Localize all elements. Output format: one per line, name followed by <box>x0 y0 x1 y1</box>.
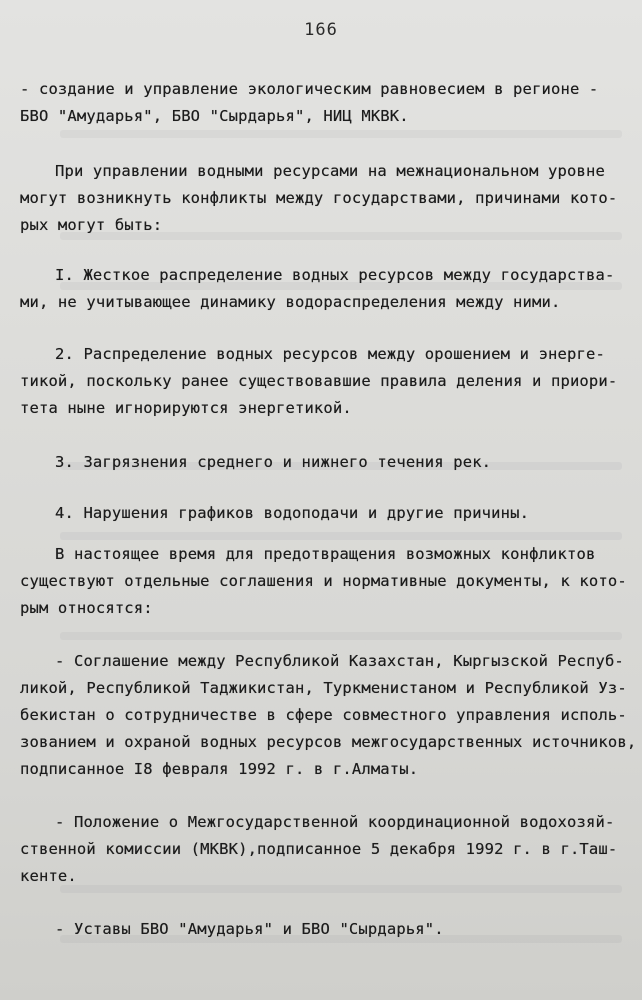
text-line: 4. Нарушения графиков водоподачи и другие причины. <box>55 504 530 522</box>
text-line: ми, не учитывающее динамику водораспределения между ними. <box>20 293 561 311</box>
text-line: При управлении водными ресурсами на межнациональном уровне <box>55 162 605 180</box>
text-line: могут возникнуть конфликты между государствами, причинами кото- <box>20 189 618 207</box>
text-line: бекистан о сотрудничестве в сфере совместного управления исполь- <box>20 706 627 724</box>
bleed-through-mark <box>60 130 622 138</box>
bleed-through-mark <box>60 632 622 640</box>
bleed-through-mark <box>60 885 622 893</box>
text-line: БВО "Амударья", БВО "Сырдарья", НИЦ МКВК. <box>20 107 409 125</box>
text-line: зованием и охраной водных ресурсов межгосударственных источников, <box>20 733 637 751</box>
text-line: ликой, Республикой Таджикистан, Туркменистаном и Республикой Уз- <box>20 679 627 697</box>
text-line: - Положение о Межгосударственной координационной водохозяй- <box>55 813 615 831</box>
text-line: В настоящее время для предотвращения возможных конфликтов <box>55 545 596 563</box>
text-line: рых могут быть: <box>20 216 163 234</box>
text-line: - Уставы БВО "Амударья" и БВО "Сырдарья". <box>55 920 444 938</box>
text-line: существуют отдельные соглашения и нормативные документы, к кото- <box>20 572 627 590</box>
text-line: рым относятся: <box>20 599 153 617</box>
text-line: 3. Загрязнения среднего и нижнего течения рек. <box>55 453 492 471</box>
text-line: подписанное I8 февраля 1992 г. в г.Алматы. <box>20 760 419 778</box>
text-line: - создание и управление экологическим равновесием в регионе - <box>20 80 599 98</box>
text-line: тикой, поскольку ранее существовавшие правила деления и приори- <box>20 372 618 390</box>
text-line: кенте. <box>20 867 77 885</box>
text-line: тета ныне игнорируются энергетикой. <box>20 399 352 417</box>
page-number: 166 <box>304 20 338 40</box>
text-line: 2. Распределение водных ресурсов между орошением и энерге- <box>55 345 605 363</box>
text-line: ственной комиссии (МКВК),подписанное 5 декабря 1992 г. в г.Таш- <box>20 840 618 858</box>
text-line: I. Жесткое распределение водных ресурсов между государства- <box>55 266 615 284</box>
bleed-through-mark <box>60 532 622 540</box>
text-line: - Соглашение между Республикой Казахстан, Кыргызской Респуб- <box>55 652 624 670</box>
